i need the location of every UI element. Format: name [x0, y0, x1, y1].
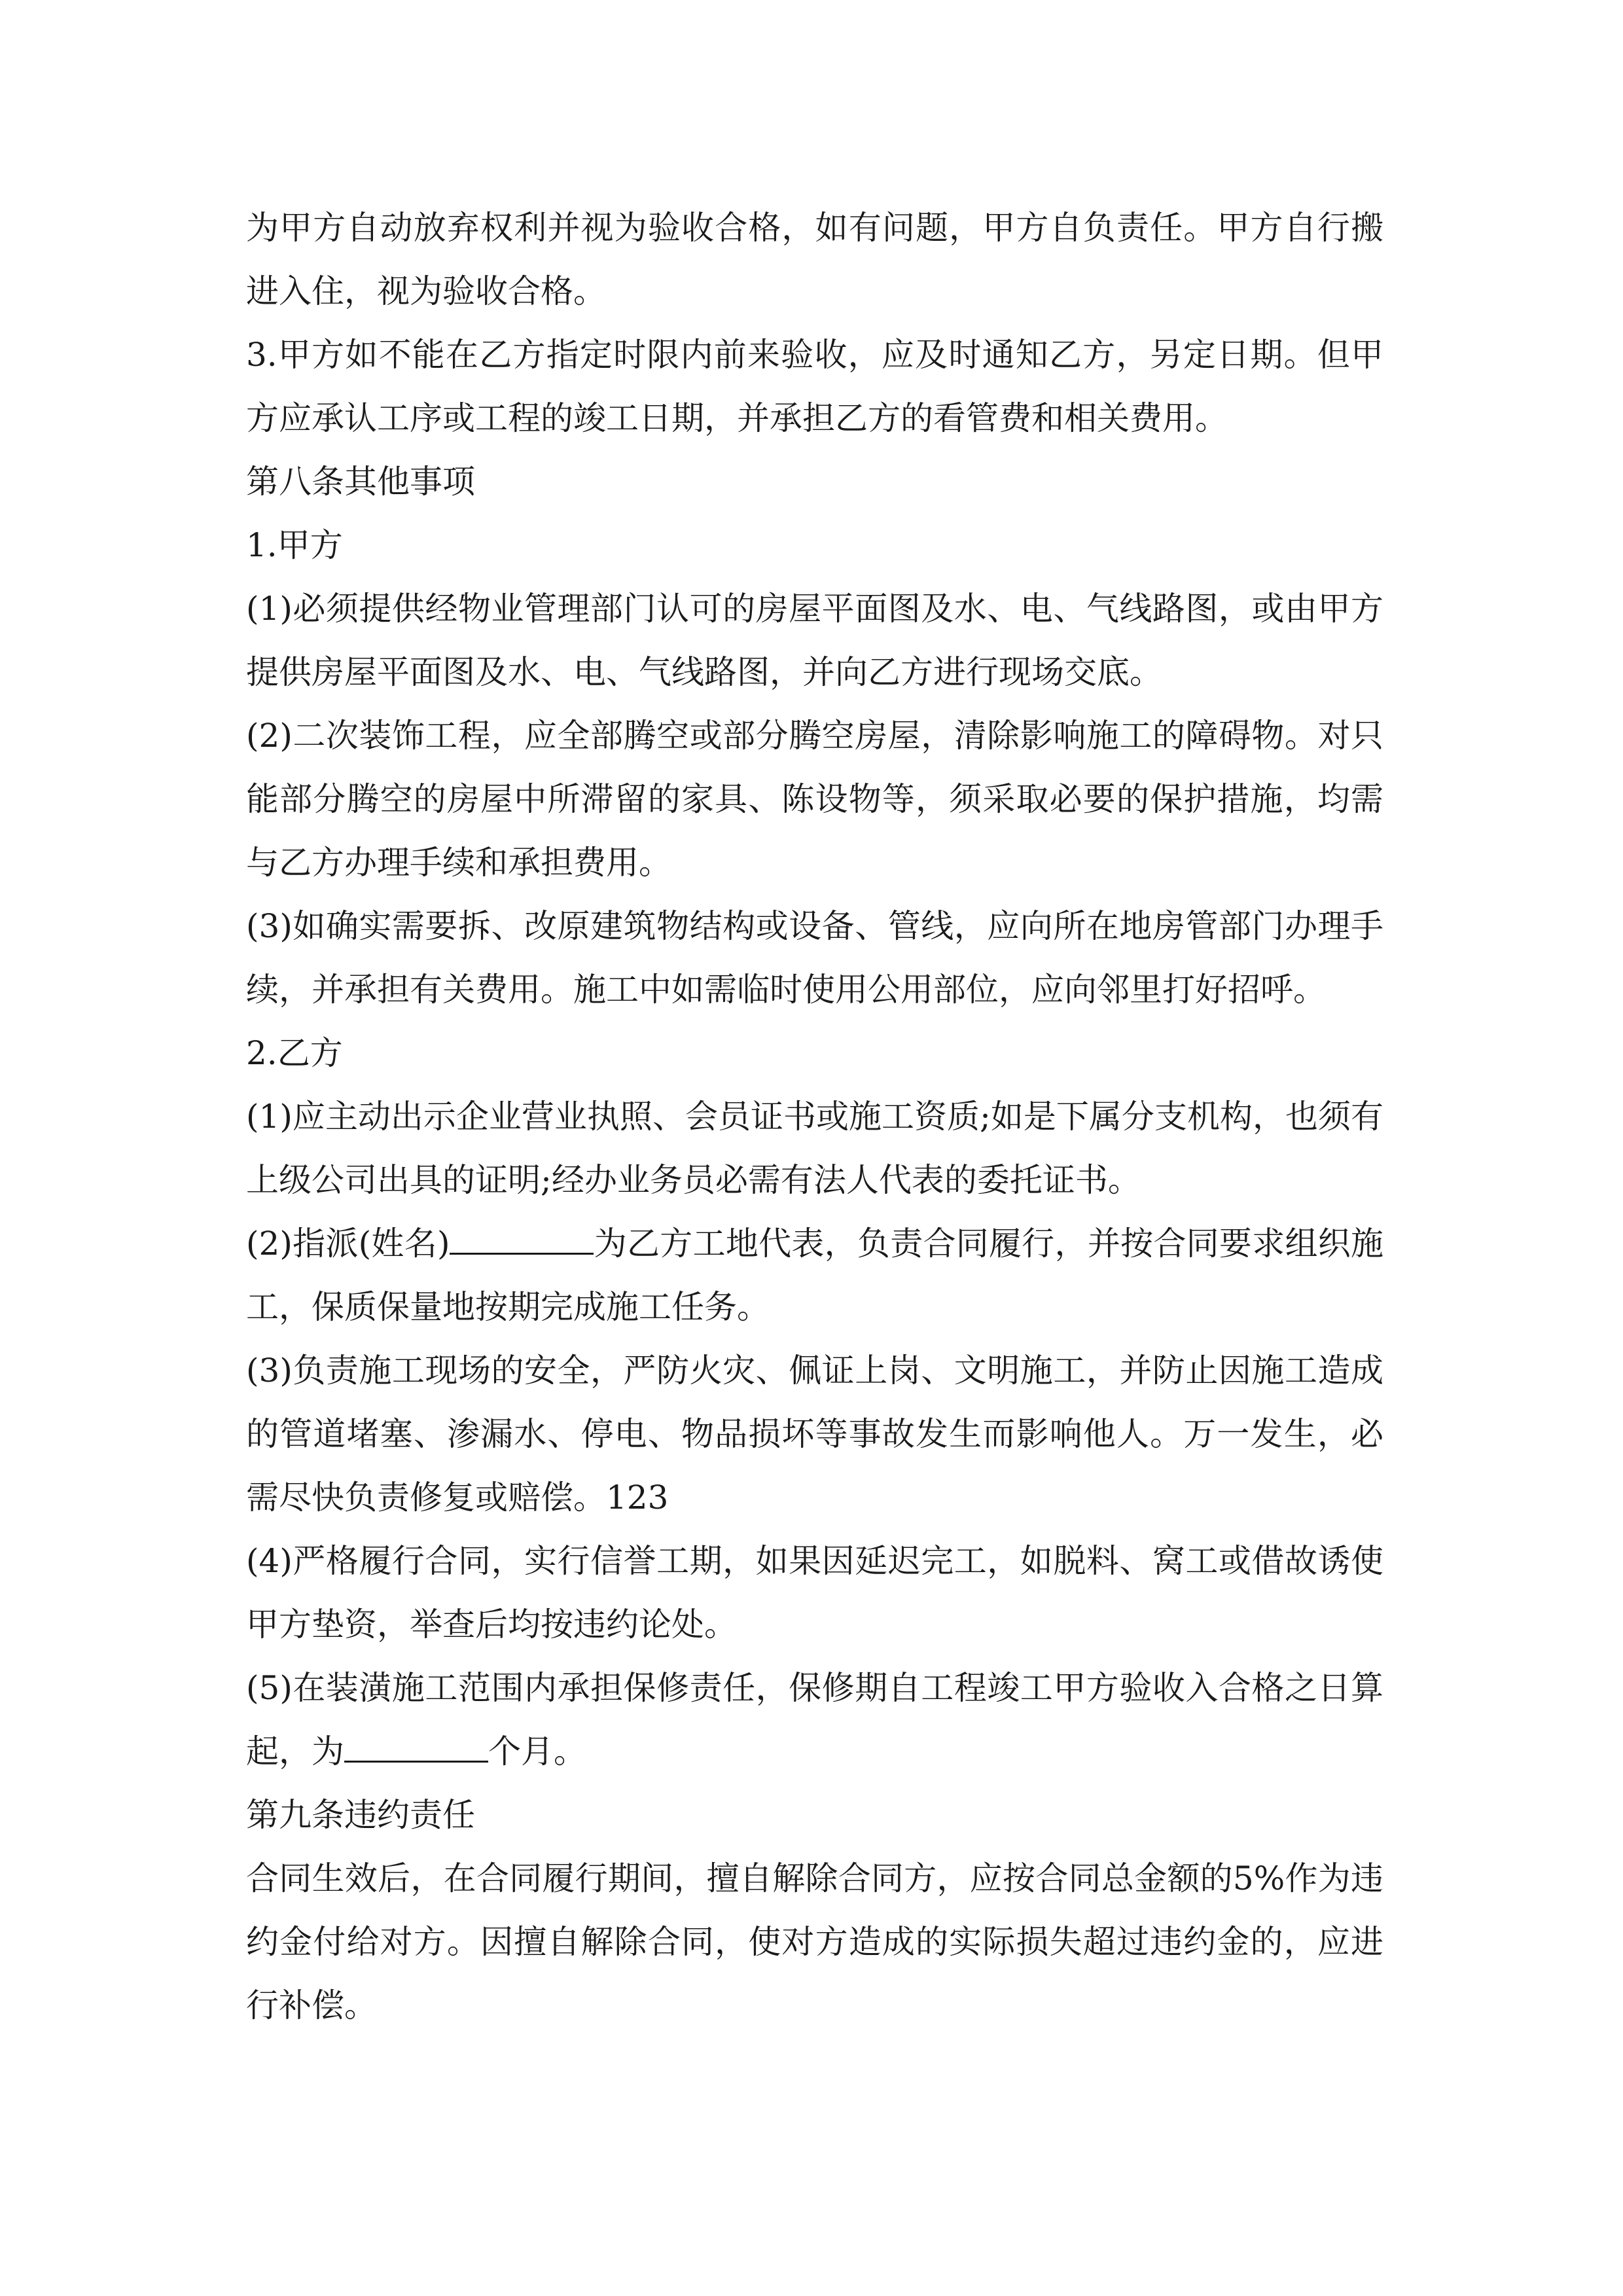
paragraph-text: 为乙方工地代表，负责合同履行，并按合同要求组织施工，保质保量地按期完成施工任务。 [246, 1225, 1384, 1326]
months-blank-line [344, 1728, 488, 1763]
paragraph: 合同生效后，在合同履行期间，擅自解除合同方，应按合同总金额的5%作为违约金付给对方。因擅自解除合同，使对方造成的实际损失超过违约金的，应进行补偿。 [246, 1859, 1383, 2024]
paragraph-text: (5)在装潢施工范围内承担保修责任，保修期自工程竣工甲方验收入合格之日算起，为 [246, 1669, 1383, 1770]
name-blank-line [450, 1220, 594, 1255]
paragraph: (4)严格履行合同，实行信誉工期，如果因延迟完工，如脱料、窝工或借故诱使甲方垫资，举查后均按违约论处。 [246, 1542, 1383, 1643]
section-heading: 第九条违约责任 [246, 1796, 475, 1834]
subsection-heading: 2.乙方 [246, 1034, 343, 1072]
paragraph: (3)如确实需要拆、改原建筑物结构或设备、管线，应向所在地房管部门办理手续，并承担有关费用。施工中如需临时使用公用部位，应向邻里打好招呼。 [246, 907, 1383, 1009]
paragraph: (2)二次装饰工程，应全部腾空或部分腾空房屋，清除影响施工的障碍物。对只能部分腾空的房屋中所滞留的家具、陈设物等，须采取必要的保护措施，均需与乙方办理手续和承担费用。 [246, 717, 1383, 882]
paragraph: (1)应主动出示企业营业执照、会员证书或施工资质;如是下属分支机构，也须有上级公司出具的证明;经办业务员必需有法人代表的委托证书。 [246, 1098, 1383, 1199]
document-body [246, 196, 1383, 2037]
paragraph: (3)负责施工现场的安全，严防火灾、佩证上岗、文明施工，并防止因施工造成的管道堵塞、渗漏水、停电、物品损坏等事故发生而影响他人。万一发生，必需尽快负责修复或赔偿。123 [246, 1352, 1383, 1516]
paragraph [246, 1657, 1383, 1784]
subsection-heading: 1.甲方 [246, 526, 343, 564]
section-heading: 第八条其他事项 [246, 463, 475, 501]
paragraph: (1)必须提供经物业管理部门认可的房屋平面图及水、电、气线路图，或由甲方提供房屋平面图及水、电、气线路图，并向乙方进行现场交底。 [246, 590, 1383, 691]
paragraph-text: 个月。 [488, 1732, 586, 1770]
paragraph [246, 1212, 1383, 1339]
paragraph: 3.甲方如不能在乙方指定时限内前来验收，应及时通知乙方，另定日期。但甲方应承认工序或工程的竣工日期，并承担乙方的看管费和相关费用。 [246, 336, 1383, 437]
paragraph: 为甲方自动放弃权利并视为验收合格，如有问题，甲方自负责任。甲方自行搬进入住，视为验收合格。 [246, 209, 1383, 310]
paragraph-text: (2)指派(姓名) [246, 1225, 450, 1263]
